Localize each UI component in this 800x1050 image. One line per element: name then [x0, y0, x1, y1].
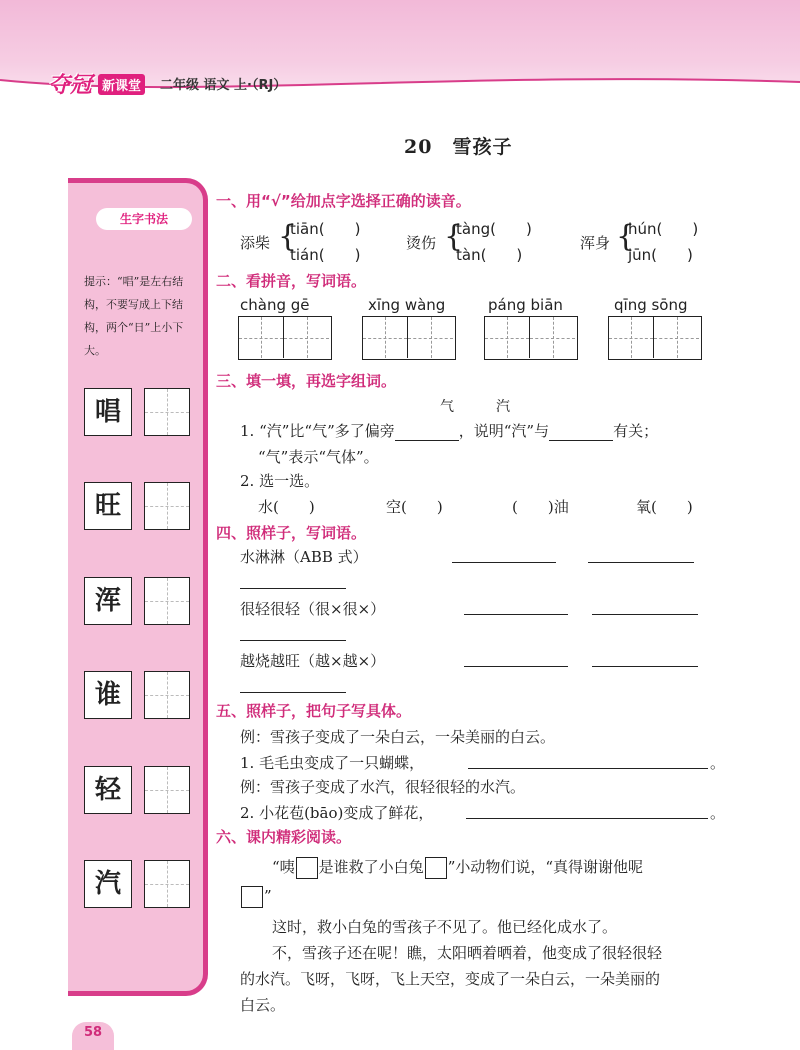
- s3-q1-part: 1. “汽”比“气”多了偏旁: [240, 422, 395, 440]
- s1-option[interactable]: tián( ): [290, 246, 361, 264]
- s3-q2: 2. 选一选。: [240, 472, 320, 490]
- reading-paragraph: 的水汽。飞呀，飞呀，飞上天空，变成了一朵白云，一朵美丽的: [240, 970, 661, 988]
- s4-example: 很轻很轻（很×很×）: [240, 600, 386, 618]
- page-number: 58: [72, 1022, 114, 1050]
- pinyin-prompt: páng biān: [488, 296, 563, 314]
- answer-blank[interactable]: [549, 422, 613, 441]
- punctuation-box[interactable]: [241, 886, 263, 908]
- answer-blank[interactable]: [395, 422, 459, 441]
- sidebar-heading: 生字书法: [96, 208, 192, 230]
- s5-end: 。: [710, 804, 726, 822]
- practice-blank-box[interactable]: [144, 577, 190, 625]
- practice-char: 旺: [84, 482, 132, 530]
- answer-line[interactable]: [592, 666, 698, 667]
- s5-q2: 2. 小花苞(bāo)变成了鲜花，: [240, 804, 434, 822]
- answer-line[interactable]: [592, 614, 698, 615]
- s3-option[interactable]: ( )油: [512, 498, 569, 516]
- writing-grid[interactable]: [362, 316, 456, 360]
- section2-heading: 二、看拼音，写词语。: [216, 272, 367, 290]
- practice-char: 谁: [84, 671, 132, 719]
- answer-line[interactable]: [588, 562, 694, 563]
- reading-text: ”: [264, 887, 272, 905]
- s3-q1-part: 有关；: [613, 422, 659, 440]
- s1-option[interactable]: tiān( ): [290, 220, 361, 238]
- writing-cell[interactable]: [485, 317, 530, 358]
- writing-cell[interactable]: [530, 317, 575, 358]
- s1-word: 添柴: [240, 234, 271, 252]
- s1-option[interactable]: jūn( ): [628, 246, 693, 264]
- s1-option[interactable]: tàng( ): [456, 220, 532, 238]
- answer-line[interactable]: [240, 692, 346, 693]
- answer-line[interactable]: [468, 768, 708, 769]
- practice-char: 浑: [84, 577, 132, 625]
- reading-paragraph: 不，雪孩子还在呢！瞧，太阳晒着晒着，他变成了很轻很轻: [272, 944, 663, 962]
- practice-row: [84, 860, 194, 908]
- practice-blank-box[interactable]: [144, 482, 190, 530]
- answer-line[interactable]: [466, 818, 708, 819]
- practice-char: 轻: [84, 766, 132, 814]
- brace-icon: {: [444, 219, 464, 254]
- lesson-title: 20 雪孩子: [404, 136, 513, 158]
- brace-icon: {: [278, 219, 298, 254]
- s1-word: 浑身: [580, 234, 611, 252]
- brand-logo: 夺冠: [48, 73, 93, 98]
- pinyin-prompt: chàng gē: [240, 296, 310, 314]
- punctuation-box[interactable]: [296, 857, 318, 879]
- punctuation-box[interactable]: [425, 857, 447, 879]
- section6-heading: 六、课内精彩阅读。: [216, 828, 352, 846]
- section3-heading: 三、填一填，再选字组词。: [216, 372, 397, 390]
- pinyin-prompt: xīng wàng: [368, 296, 446, 314]
- writing-cell[interactable]: [408, 317, 453, 358]
- writing-grid[interactable]: [608, 316, 702, 360]
- practice-blank-box[interactable]: [144, 388, 190, 436]
- answer-line[interactable]: [464, 614, 568, 615]
- s5-end: 。: [710, 754, 726, 772]
- practice-row: [84, 671, 194, 719]
- answer-line[interactable]: [240, 588, 346, 589]
- writing-grid[interactable]: [484, 316, 578, 360]
- s3-option[interactable]: 水( ): [258, 498, 315, 516]
- practice-row: [84, 388, 194, 436]
- grade-subject: 二年级 语文 上·（RJ）: [160, 78, 287, 93]
- practice-blank-box[interactable]: [144, 860, 190, 908]
- reading-text: ”小动物们说，“真得谢谢他呢: [447, 858, 644, 876]
- practice-row: [84, 766, 194, 814]
- writing-cell[interactable]: [239, 317, 284, 358]
- reading-line: [240, 886, 272, 908]
- s5-q1: 1. 毛毛虫变成了一只蝴蝶，: [240, 754, 425, 772]
- s3-q1: [240, 420, 658, 441]
- reading-paragraph: 白云。: [240, 996, 286, 1014]
- s5-example: 例：雪孩子变成了一朵白云，一朵美丽的白云。: [240, 728, 556, 746]
- reading-text: “咦: [272, 858, 295, 876]
- sidebar-hint: 提示：“唱”是左右结构，不要写成上下结构，两个“日”上小下大。: [84, 275, 184, 357]
- s3-option[interactable]: 空( ): [386, 498, 443, 516]
- writing-cell[interactable]: [654, 317, 699, 358]
- reading-paragraph: 这时，救小白兔的雪孩子不见了。他已经化成水了。: [272, 918, 618, 936]
- practice-blank-box[interactable]: [144, 766, 190, 814]
- s3-option[interactable]: 氧( ): [636, 498, 693, 516]
- s1-option[interactable]: tàn( ): [456, 246, 523, 264]
- s1-word: 烫伤: [406, 234, 437, 252]
- brand-series: 新课堂: [98, 74, 145, 95]
- s1-option[interactable]: hún( ): [628, 220, 699, 238]
- practice-char: 汽: [84, 860, 132, 908]
- writing-cell[interactable]: [284, 317, 329, 358]
- brace-icon: {: [616, 219, 636, 254]
- s4-example: 越烧越旺（越×越×）: [240, 652, 386, 670]
- writing-grid[interactable]: [238, 316, 332, 360]
- answer-line[interactable]: [464, 666, 568, 667]
- pinyin-prompt: qīng sōng: [614, 296, 688, 314]
- section5-heading: 五、照样子，把句子写具体。: [216, 702, 412, 720]
- writing-cell[interactable]: [363, 317, 408, 358]
- practice-char: 唱: [84, 388, 132, 436]
- s3-q1-note: “气”表示“气体”。: [258, 448, 379, 466]
- s5-example: 例：雪孩子变成了水汽，很轻很轻的水汽。: [240, 778, 526, 796]
- writing-cell[interactable]: [609, 317, 654, 358]
- practice-row: [84, 577, 194, 625]
- answer-line[interactable]: [240, 640, 346, 641]
- reading-text: 是谁救了小白兔: [318, 858, 424, 876]
- reading-line: [272, 856, 643, 879]
- s3-chars: 气 汽: [440, 399, 510, 415]
- s3-q1-part: ，说明“汽”与: [458, 422, 550, 440]
- answer-line[interactable]: [452, 562, 556, 563]
- practice-blank-box[interactable]: [144, 671, 190, 719]
- practice-row: [84, 482, 194, 530]
- section1-heading: 一、用“√”给加点字选择正确的读音。: [216, 192, 471, 210]
- section4-heading: 四、照样子，写词语。: [216, 524, 367, 542]
- s4-example: 水淋淋（ABB 式）: [240, 548, 368, 566]
